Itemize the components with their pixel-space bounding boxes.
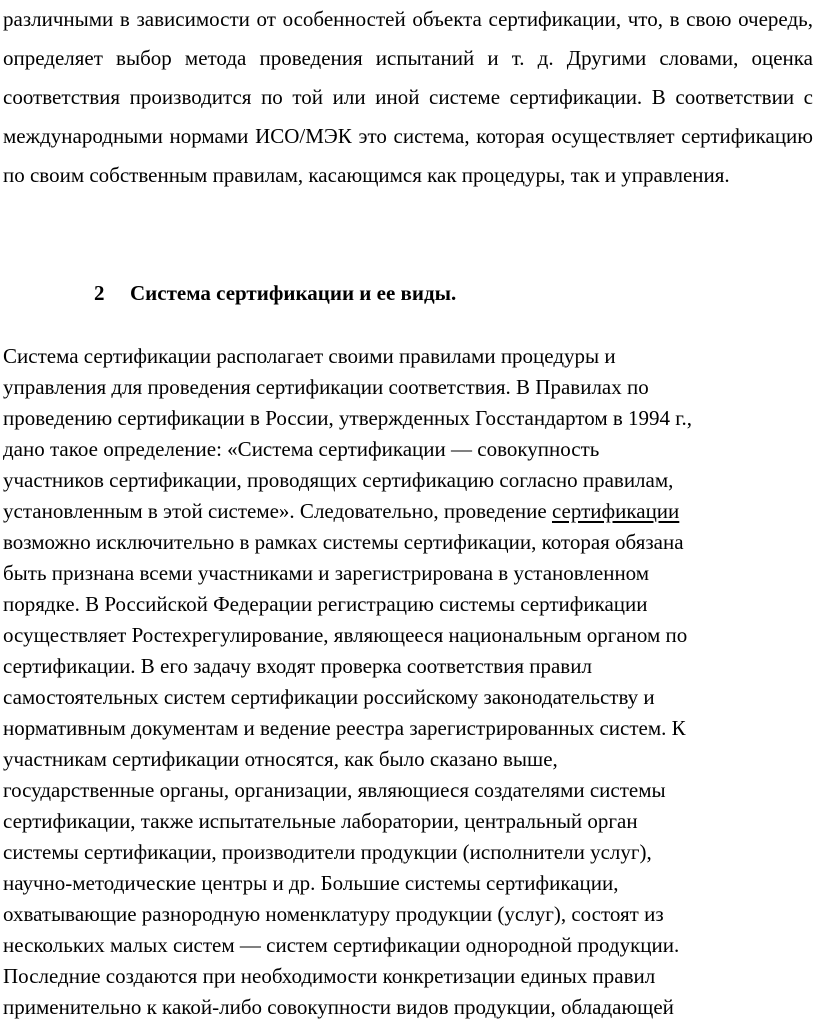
text-line: системы сертификации, производители продукции (исполнители услуг), [3,840,652,864]
text-line: применительно к какой-либо совокупности видов продукции, обладающей [3,995,674,1019]
text-line: возможно исключительно в рамках системы сертификации, которая обязана [3,530,684,554]
text-line: научно-методические центры и др. Большие системы сертификации, [3,871,619,895]
text-line: охватывающие разнородную номенклатуру продукции (услуг), состоят из [3,902,664,926]
text-line: дано такое определение: «Система сертификации — совокупность [3,437,600,461]
text-line: участникам сертификации относятся, как было сказано выше, [3,747,558,771]
text-line: государственные органы, организации, являющиеся создателями системы [3,778,666,802]
text-segment: установленным в этой системе». Следовательно, проведение [3,499,552,523]
text-line: управления для проведения сертификации соответствия. В Правилах по [3,375,649,399]
section-title: Система сертификации и ее виды. [130,281,457,305]
section-heading [94,279,456,307]
text-line: проведению сертификации в России, утвержденных Госстандартом в 1994 г., [3,406,693,430]
certification-link[interactable]: сертификации [551,499,680,523]
text-line: Последние создаются при необходимости конкретизации единых правил [3,964,656,988]
text-line: нормативным документам и ведение реестра зарегистрированных систем. К [3,716,686,740]
text-line: порядке. В Российской Федерации регистрацию системы сертификации [3,592,648,616]
text-line: нескольких малых систем — систем сертификации однородной продукции. [3,933,680,957]
section-number: 2 [94,281,105,305]
text-line: участников сертификации, проводящих сертификацию согласно правилам, [3,468,674,492]
text-line: сертификации. В его задачу входят проверка соответствия правил [3,654,592,678]
text-line: Система сертификации располагает своими правилами процедуры и [3,344,616,368]
text-line: самостоятельных систем сертификации российскому законодательству и [3,685,655,709]
text-line: сертификации, также испытательные лаборатории, центральный орган [3,809,638,833]
body-paragraph [3,341,815,1023]
intro-paragraph: различными в зависимости от особенностей объекта сертификации, что, в свою очередь, определяет выбор метода проведения испытаний и т. д. Другими словами, оценка соответствия производится по той или иной системе сертификации. В соответствии с международными нормами ИСО/МЭК это система, которая осуществляет сертификацию по своим собственным правилам, касающимся как процедуры, так и управления. [3,7,813,187]
text-line-with-link [3,496,815,527]
text-line: осуществляет Ростехрегулирование, являющееся национальным органом по [3,623,688,647]
text-line: быть признана всеми участниками и зарегистрирована в установленном [3,561,650,585]
